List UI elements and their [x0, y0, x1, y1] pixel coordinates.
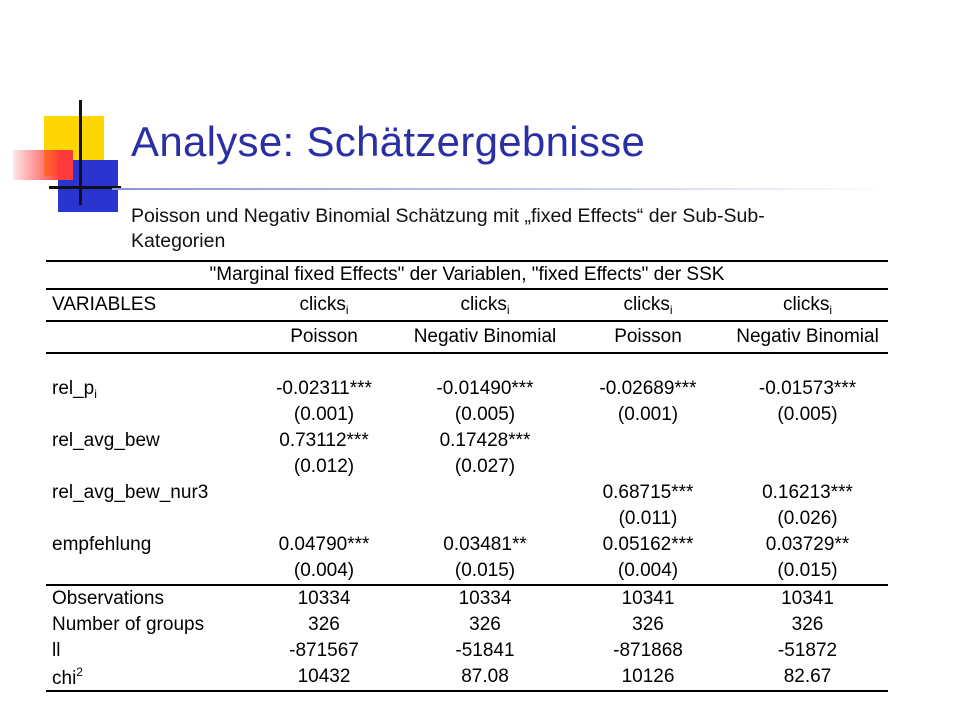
stat-cell: 10341 [727, 585, 888, 612]
se-cell: (0.004) [293, 560, 355, 581]
se-cell: (0.015) [777, 560, 838, 581]
slide-subtitle: Poisson und Negativ Binomial Schätzung mit „fixed Effects“ der Sub-Sub-Kategorien [131, 205, 765, 252]
coef-row [46, 428, 888, 454]
model-label: Poisson [569, 321, 727, 353]
stat-cell: 326 [308, 614, 340, 635]
coef-cell: 0.68715*** [602, 482, 694, 503]
coef-cell [727, 428, 888, 454]
stat-name: ll [52, 640, 61, 661]
se-row [46, 454, 888, 480]
stat-cell: 326 [469, 614, 501, 635]
logo-horizontal-line [49, 186, 121, 189]
se-cell: (0.004) [617, 560, 679, 581]
stat-cell: -51841 [455, 640, 515, 661]
coef-cell [401, 480, 569, 506]
coef-cell [569, 428, 727, 454]
se-cell: (0.001) [617, 404, 679, 425]
stat-cell: -871567 [289, 640, 359, 661]
coef-cell: -0.01490*** [436, 378, 534, 399]
coef-cell: 0.73112*** [279, 430, 369, 451]
stat-cell: 326 [632, 614, 664, 635]
results-table [46, 260, 888, 692]
stat-row [46, 585, 888, 612]
se-row [46, 402, 888, 428]
se-cell [569, 454, 727, 480]
stat-row [46, 612, 888, 638]
stat-cell: 87.08 [401, 664, 569, 691]
variable-name: rel_avg_bew [52, 430, 160, 451]
se-cell: (0.011) [618, 508, 678, 529]
variable-name: $rel\_p_i$ [52, 377, 97, 401]
se-cell [247, 506, 401, 532]
header-row-dependent-variable [46, 289, 888, 321]
coef-cell: 0.03481** [443, 534, 527, 555]
model-label: Negativ Binomial [727, 321, 888, 353]
variable-name: rel_avg_bew_nur3 [52, 482, 209, 503]
coef-cell: -0.02689*** [599, 378, 697, 399]
coef-cell: 0.04790*** [278, 534, 370, 555]
coef-row [46, 376, 888, 402]
se-cell [727, 454, 888, 480]
dep-var-header: clicks$_i$ [569, 289, 727, 321]
stat-cell: 10334 [247, 585, 401, 612]
coef-cell: -0.02311*** [276, 378, 372, 399]
se-cell: (0.005) [777, 404, 838, 425]
model-label: Poisson [247, 321, 401, 353]
title-underline [112, 188, 892, 190]
stat-name: Observations [46, 585, 247, 612]
se-cell: (0.001) [293, 404, 355, 425]
coef-row [46, 532, 888, 558]
stat-name: Number of groups [52, 614, 205, 635]
se-cell [401, 506, 569, 532]
stat-name: chi$^2$ [46, 664, 247, 691]
stat-cell: 10341 [569, 585, 727, 612]
dep-var-header: clicks$_i$ [247, 289, 401, 321]
stat-row [46, 638, 888, 664]
header-row-models [46, 321, 888, 353]
coef-cell: 0.16213*** [762, 482, 853, 503]
stat-cell: 326 [791, 614, 824, 635]
se-cell: (0.012) [293, 456, 355, 477]
stat-cell: 10334 [401, 585, 569, 612]
model-label: Negativ Binomial [401, 321, 569, 353]
table-caption: "Marginal fixed Effects" der Variablen, "fixed Effects" der SSK [46, 261, 888, 289]
se-cell: (0.005) [454, 404, 516, 425]
slide-title: Analyse: Schätzergebnisse [131, 118, 646, 165]
dep-var-header: clicks$_i$ [401, 289, 569, 321]
variables-header: VARIABLES [46, 289, 247, 321]
coef-cell [247, 480, 401, 506]
se-cell: (0.027) [454, 456, 516, 477]
coef-cell: 0.03729** [765, 534, 850, 555]
variable-name: empfehlung [52, 534, 152, 555]
se-row [46, 558, 888, 585]
stat-cell: -51872 [777, 640, 838, 661]
logo-vertical-line [79, 100, 82, 205]
coef-cell: 0.17428*** [439, 430, 531, 451]
coef-cell: 0.05162*** [602, 534, 694, 555]
coef-cell: -0.01573*** [758, 378, 857, 399]
stat-cell: -871868 [613, 640, 683, 661]
stat-row [46, 664, 888, 691]
coef-row [46, 480, 888, 506]
dep-var-header: clicks$_i$ [727, 289, 888, 321]
stat-cell: 82.67 [727, 664, 888, 691]
stat-cell: 10432 [247, 664, 401, 691]
se-row [46, 506, 888, 532]
stat-cell: 10126 [569, 664, 727, 691]
se-cell: (0.015) [454, 560, 516, 581]
spacer-row [46, 353, 888, 376]
logo-red-bar [13, 150, 73, 180]
se-cell: (0.026) [777, 508, 838, 529]
